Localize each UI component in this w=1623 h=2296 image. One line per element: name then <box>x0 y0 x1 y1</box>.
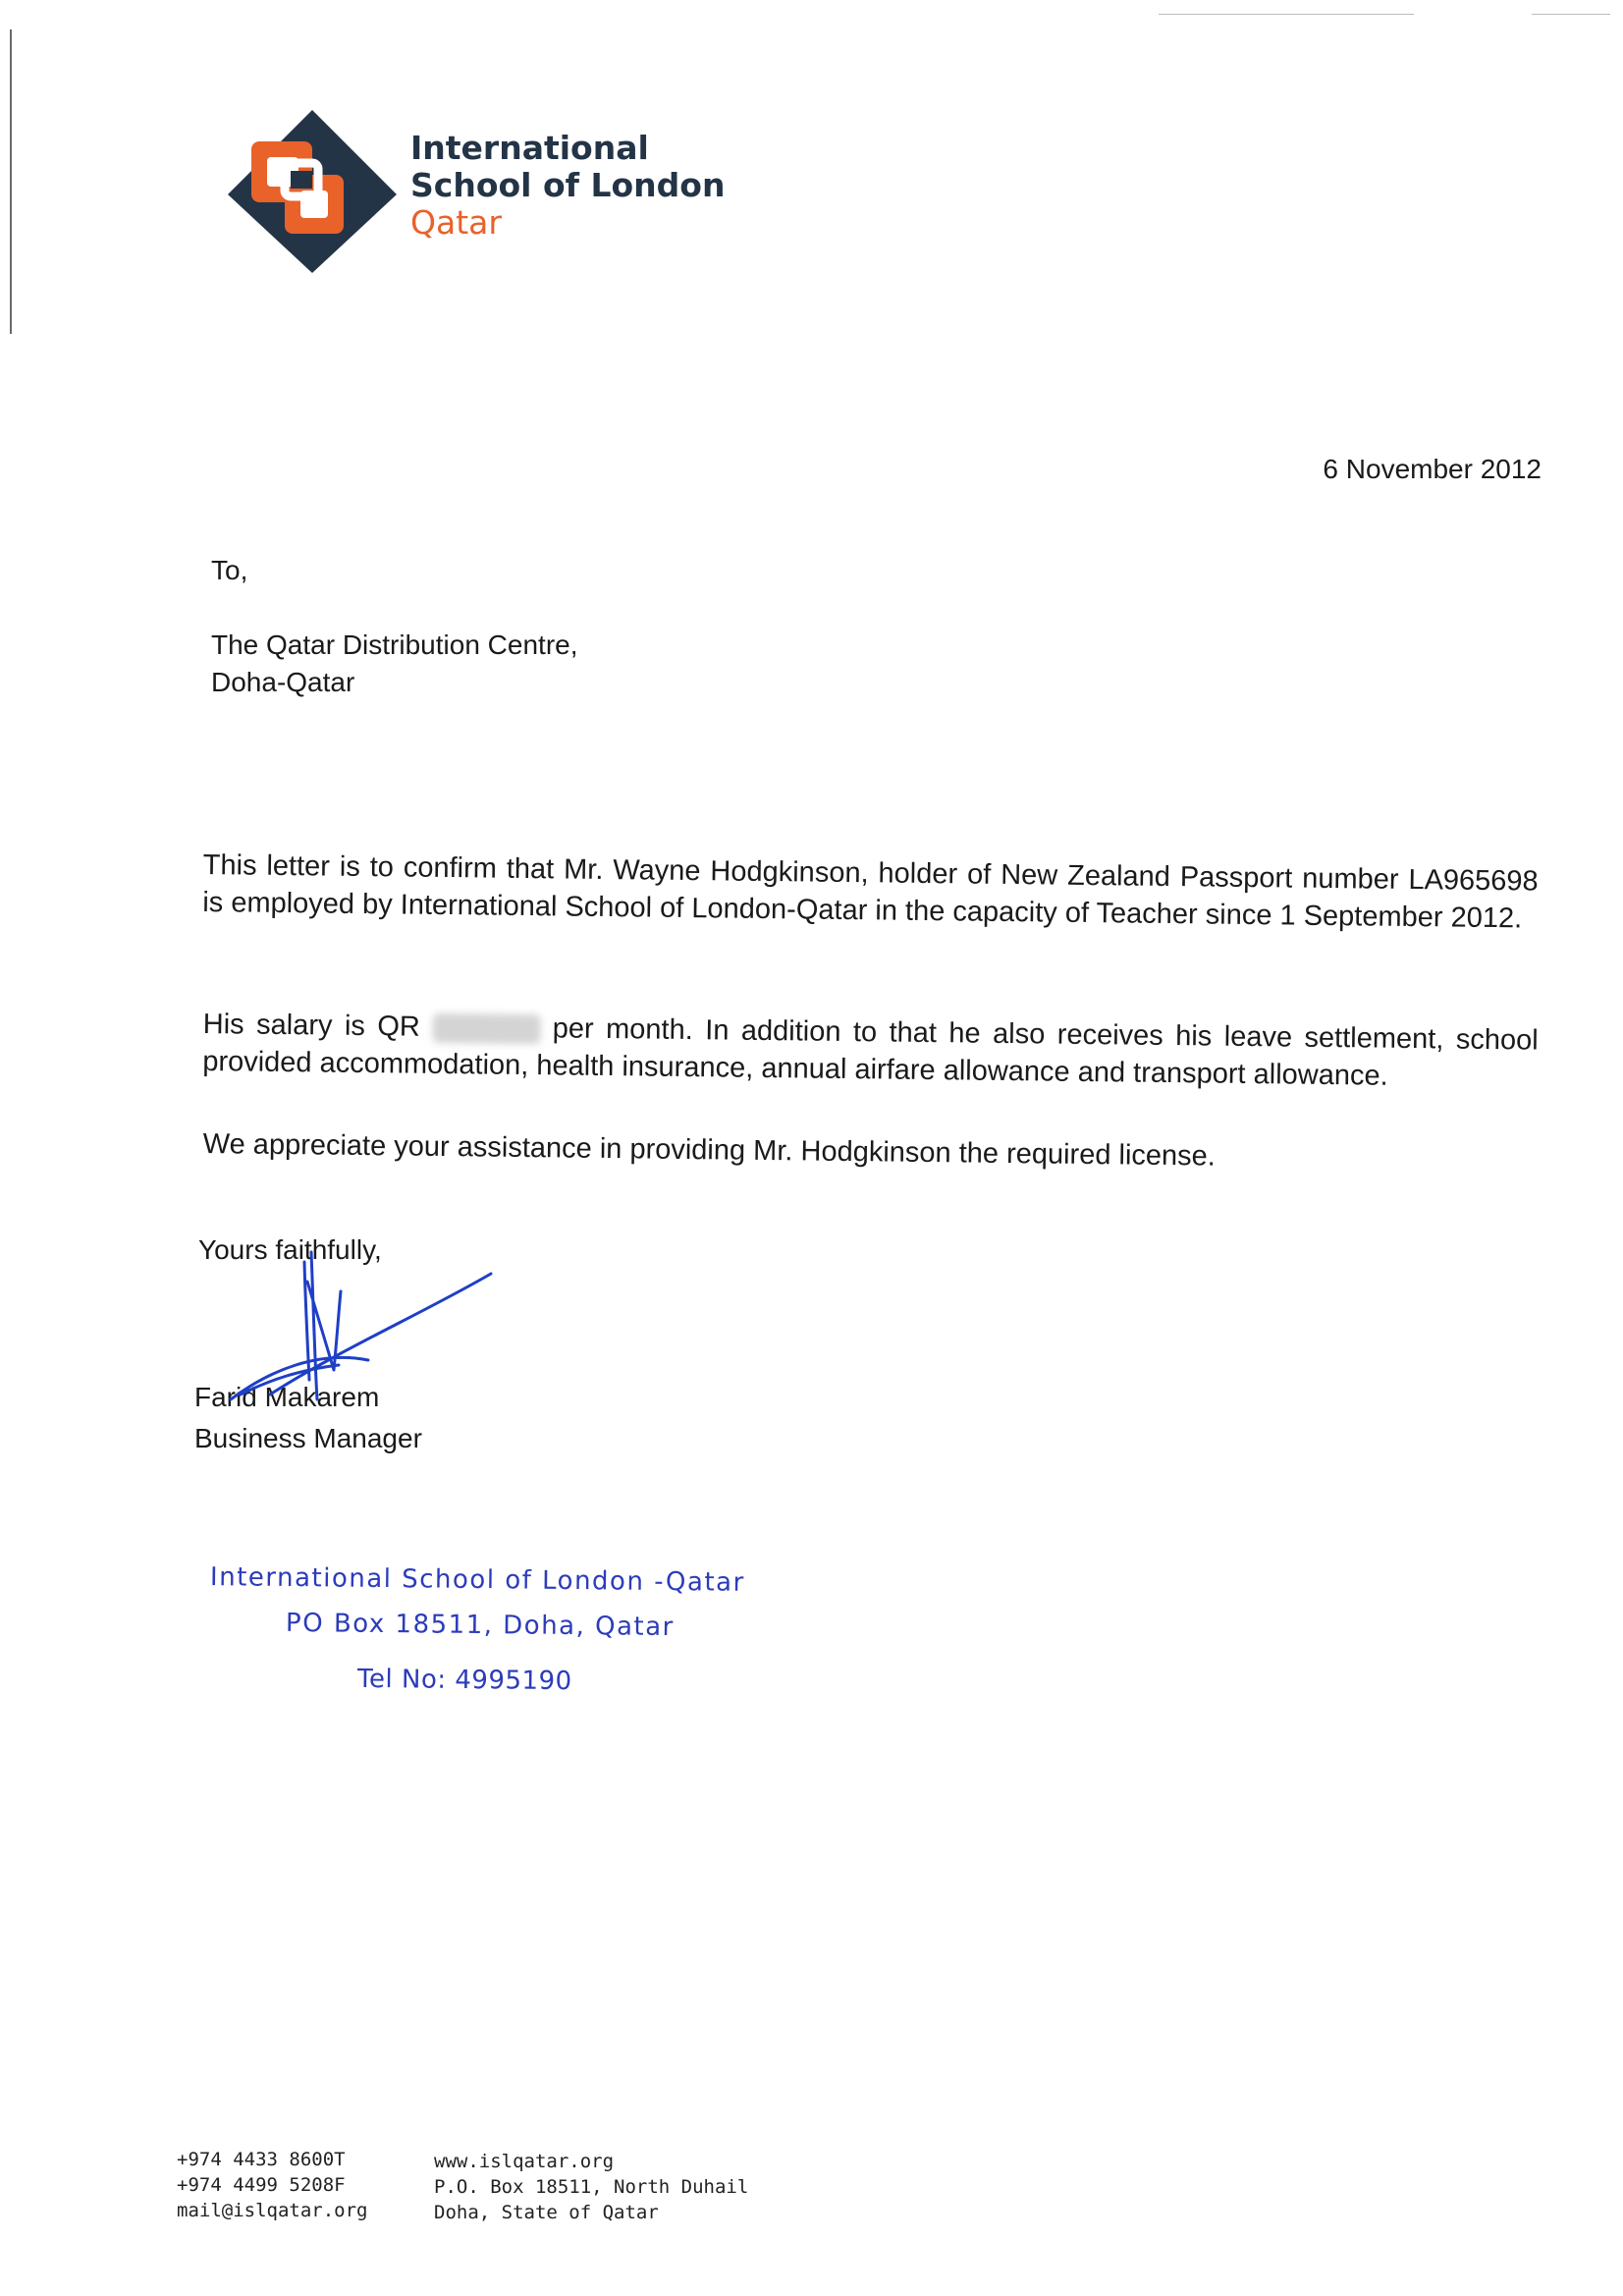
paragraph-employment: This letter is to confirm that Mr. Wayne Hodgkinson, holder of New Zealand Passport number LA965698 is employed by International School of London-Qatar in the capacity of Teacher since 1 September 2012. <box>202 848 1539 935</box>
logo-line-2: School of London <box>410 166 726 204</box>
salary-text-after: per month. In addition to that he also receives his leave settlement, school provided accommodation, health insurance, annual airfare allowance and transport allowance. <box>202 1012 1539 1092</box>
stamp-line-2: PO Box 18511, Doha, Qatar <box>285 1608 675 1643</box>
scan-top-mark <box>1159 14 1414 15</box>
footer-city: Doha, State of Qatar <box>434 2202 659 2223</box>
closing: Yours faithfully, <box>198 1234 382 1265</box>
recipient-line-2: Doha-Qatar <box>211 667 355 697</box>
signer-name: Farid Makarem <box>194 1382 380 1412</box>
footer-fax: +974 4499 5208F <box>177 2174 346 2196</box>
recipient-line-1: The Qatar Distribution Centre, <box>211 629 578 660</box>
school-logo <box>224 106 401 273</box>
footer-pobox: P.O. Box 18511, North Duhail <box>434 2176 749 2198</box>
footer-website: www.islqatar.org <box>434 2151 615 2172</box>
logo-line-1: International <box>410 129 649 167</box>
scan-top-mark <box>1532 14 1610 15</box>
stamp-line-3: Tel No: 4995190 <box>356 1664 572 1697</box>
logo-line-3: Qatar <box>410 203 502 242</box>
paragraph-salary <box>202 1006 1539 1097</box>
footer-phone: +974 4433 8600T <box>177 2149 346 2170</box>
handwritten-signature <box>211 1223 506 1434</box>
school-logo-text <box>410 130 725 242</box>
redacted-salary <box>432 1013 540 1044</box>
scan-edge-line <box>10 29 12 334</box>
paragraph-request: We appreciate your assistance in providing Mr. Hodgkinson the required license. <box>202 1127 1217 1173</box>
stamp-line-1: International School of London -Qatar <box>209 1562 745 1598</box>
footer-address <box>434 2149 748 2225</box>
salutation: To, <box>211 555 248 585</box>
footer-email: mail@islqatar.org <box>177 2200 368 2221</box>
signer-title: Business Manager <box>194 1423 422 1453</box>
salary-text-before: His salary is QR <box>202 1008 421 1043</box>
letter-date: 6 November 2012 <box>1323 454 1542 484</box>
footer-contact <box>177 2147 367 2223</box>
